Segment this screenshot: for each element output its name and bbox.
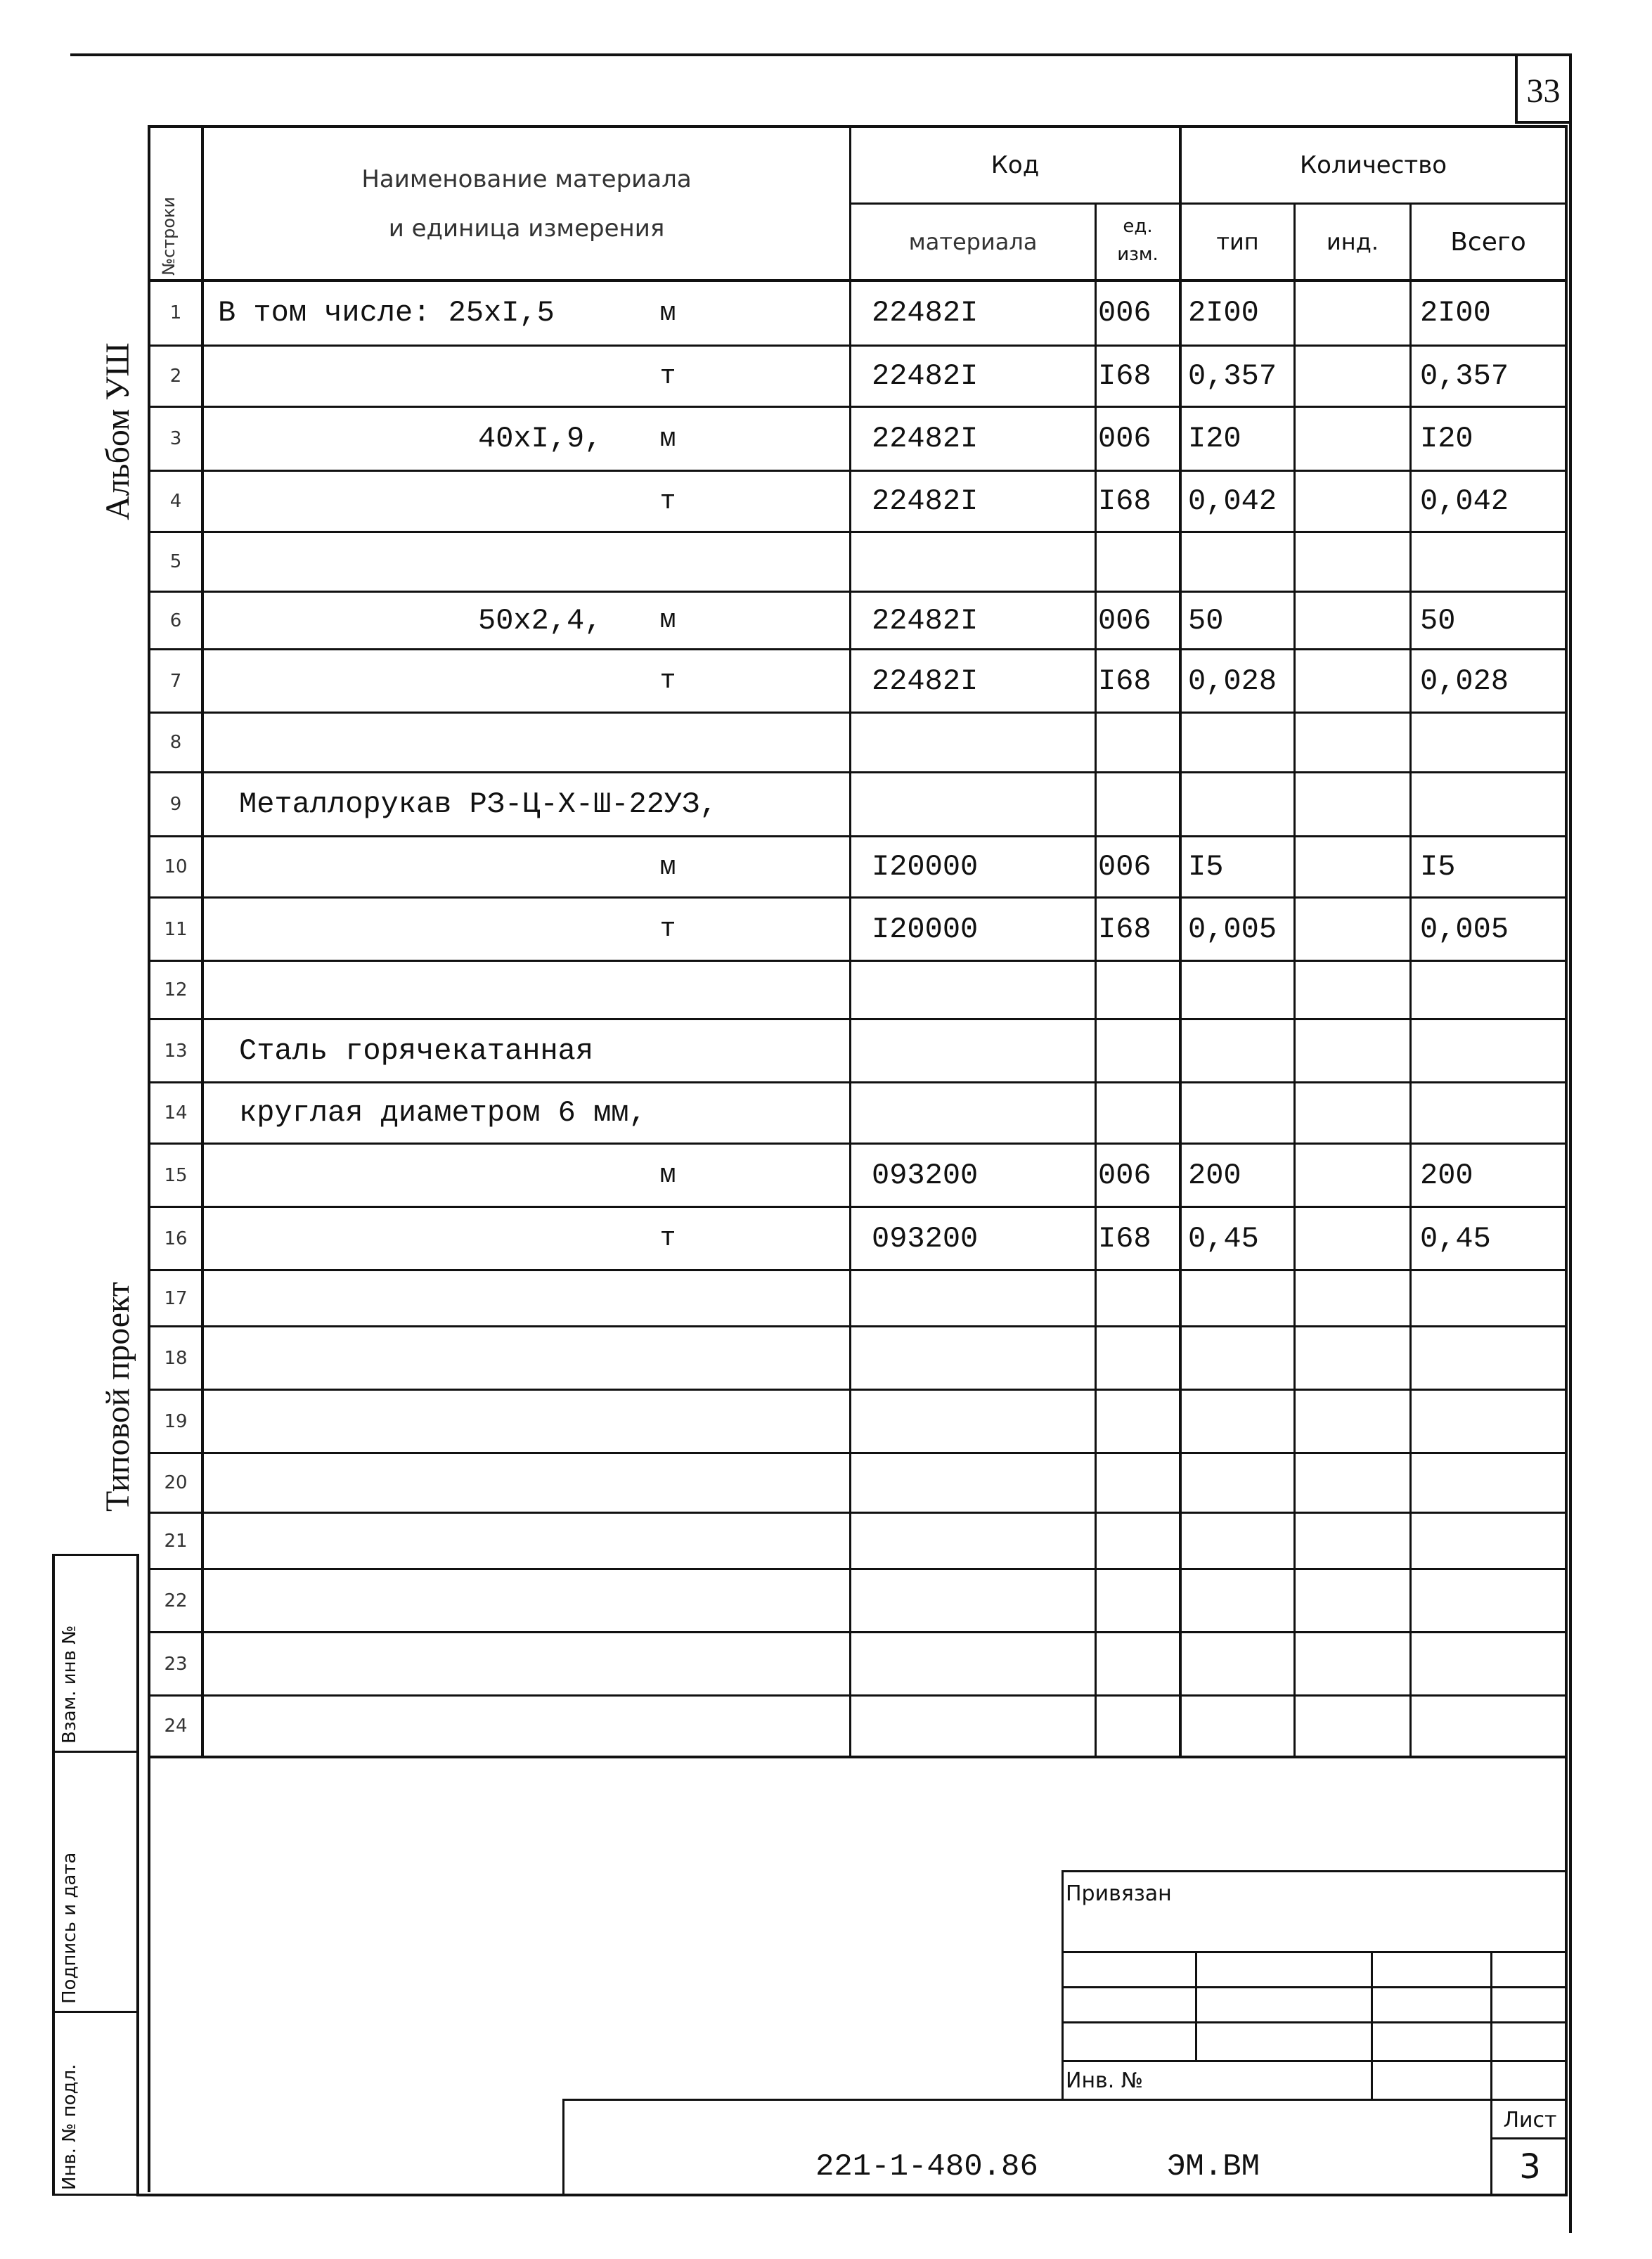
unit-code xyxy=(1098,1633,1177,1694)
unit: т xyxy=(659,1223,676,1254)
unit xyxy=(633,773,703,835)
quantity-tip xyxy=(1188,1327,1293,1389)
unit-code xyxy=(1098,1327,1177,1389)
material-name xyxy=(232,1391,794,1452)
quantity-total xyxy=(1420,533,1564,591)
quantity-tip xyxy=(1188,1633,1293,1694)
quantity-tip xyxy=(1188,1454,1293,1512)
material-name xyxy=(232,1327,794,1389)
row-number: 6 xyxy=(169,610,182,631)
material-code: 22482I xyxy=(872,359,979,393)
material-code xyxy=(872,773,1083,835)
unit xyxy=(633,1570,703,1631)
name-header-line2: и единица измерения xyxy=(388,214,665,243)
row-number: 9 xyxy=(169,794,182,815)
material-name xyxy=(232,1570,794,1631)
inv-no-label: Инв. № xyxy=(1066,2068,1144,2093)
material-code xyxy=(872,714,1083,771)
quantity-tip xyxy=(1188,773,1293,835)
row-number: 13 xyxy=(164,1040,188,1062)
materiala-header: материала xyxy=(908,229,1038,255)
unit-code xyxy=(1098,533,1177,591)
material-code xyxy=(872,1083,1083,1143)
tip-header: тип xyxy=(1216,229,1259,255)
quantity-total xyxy=(1420,1514,1564,1568)
unit: м xyxy=(659,851,676,882)
kolichestvo-header: Количество xyxy=(1299,151,1447,179)
quantity-tip: 0,357 xyxy=(1188,359,1277,393)
material-name: круглая диаметром 6 мм, xyxy=(239,1096,647,1130)
quantity-tip: 2I00 xyxy=(1188,296,1259,330)
quantity-total xyxy=(1420,773,1564,835)
material-name xyxy=(232,472,794,531)
material-name xyxy=(232,1271,794,1325)
quantity-total xyxy=(1420,1697,1564,1756)
unit-code xyxy=(1098,773,1177,835)
unit-code xyxy=(1098,962,1177,1018)
quantity-tip xyxy=(1188,533,1293,591)
material-name xyxy=(232,1454,794,1512)
material-code: 22482I xyxy=(872,484,979,518)
material-name: Сталь горячекатанная xyxy=(239,1034,594,1068)
row-number: 18 xyxy=(164,1347,188,1369)
quantity-total xyxy=(1420,1271,1564,1325)
document-code: 221-1-480.86 xyxy=(815,2149,1038,2184)
material-code: 093200 xyxy=(872,1158,979,1192)
quantity-tip xyxy=(1188,714,1293,771)
row-number: 3 xyxy=(169,428,182,449)
row-number: 21 xyxy=(164,1530,188,1552)
unit-code xyxy=(1098,714,1177,771)
material-code: 22482I xyxy=(872,664,979,698)
quantity-tip xyxy=(1188,1271,1293,1325)
sheet-number: 33 xyxy=(1526,72,1561,110)
row-number: 1 xyxy=(169,302,182,323)
row-number: 10 xyxy=(164,856,188,877)
unit-code xyxy=(1098,1454,1177,1512)
name-header-line1: Наименование материала xyxy=(361,165,692,193)
quantity-total: 2I00 xyxy=(1420,296,1491,330)
quantity-total xyxy=(1420,1327,1564,1389)
quantity-tip xyxy=(1188,1083,1293,1143)
unit: т xyxy=(659,361,676,392)
album-label: Альбом УШ xyxy=(99,342,136,520)
row-number: 16 xyxy=(164,1228,188,1249)
material-name xyxy=(232,533,794,591)
row-number-header: №строки xyxy=(159,196,179,276)
material-code xyxy=(872,962,1083,1018)
material-code: I20000 xyxy=(872,850,979,884)
unit-code xyxy=(1098,1391,1177,1452)
quantity-tip: I5 xyxy=(1188,850,1224,884)
unit-code: I68 xyxy=(1098,664,1151,698)
material-name: 50х2,4, xyxy=(478,603,602,638)
row-number: 23 xyxy=(164,1653,188,1675)
unit-code: 006 xyxy=(1098,1158,1151,1192)
unit: м xyxy=(659,297,676,328)
quantity-tip xyxy=(1188,1570,1293,1631)
unit-code: I68 xyxy=(1098,359,1151,393)
material-code xyxy=(872,1697,1083,1756)
quantity-tip: 50 xyxy=(1188,603,1224,638)
unit: т xyxy=(659,914,676,944)
unit-code xyxy=(1098,1697,1177,1756)
row-number: 11 xyxy=(164,918,188,940)
material-code: 22482I xyxy=(872,296,979,330)
quantity-total xyxy=(1420,1633,1564,1694)
unit xyxy=(633,1327,703,1389)
quantity-total: I5 xyxy=(1420,850,1456,884)
ed-izm-header-line1: ед. xyxy=(1123,216,1153,237)
material-name xyxy=(232,347,794,406)
unit-code: I68 xyxy=(1098,912,1151,946)
row-number: 4 xyxy=(169,491,182,512)
quantity-tip: 0,042 xyxy=(1188,484,1277,518)
quantity-total: I20 xyxy=(1420,422,1473,456)
unit-code: 006 xyxy=(1098,850,1151,884)
row-number: 14 xyxy=(164,1102,188,1124)
row-number: 5 xyxy=(169,551,182,572)
row-number: 8 xyxy=(169,732,182,753)
quantity-total xyxy=(1420,1570,1564,1631)
unit-code: 006 xyxy=(1098,422,1151,456)
row-number: 12 xyxy=(164,979,188,1000)
document-mark: ЭМ.ВМ xyxy=(1167,2149,1260,2184)
inv-podl-label: Инв. № подл. xyxy=(59,2064,80,2190)
material-name: В том числе: 25хI,5 xyxy=(218,296,555,330)
unit xyxy=(633,1454,703,1512)
podpis-data-label: Подпись и дата xyxy=(59,1852,80,2004)
unit-code xyxy=(1098,1570,1177,1631)
unit: м xyxy=(659,605,676,636)
ed-izm-header-line2: изм. xyxy=(1117,244,1159,265)
material-code: 093200 xyxy=(872,1221,979,1256)
unit xyxy=(633,1083,703,1143)
material-name xyxy=(232,1633,794,1694)
unit xyxy=(633,1633,703,1694)
unit xyxy=(633,1514,703,1568)
quantity-tip xyxy=(1188,962,1293,1018)
unit-code: 006 xyxy=(1098,296,1151,330)
row-number: 20 xyxy=(164,1472,188,1493)
material-name: 40хI,9, xyxy=(478,422,602,456)
material-code: 22482I xyxy=(872,603,979,638)
unit-code: I68 xyxy=(1098,484,1151,518)
privyazan-label: Привязан xyxy=(1066,1881,1172,1906)
material-name xyxy=(232,1697,794,1756)
material-code xyxy=(872,1327,1083,1389)
unit-code xyxy=(1098,1020,1177,1081)
unit: м xyxy=(659,1160,676,1190)
unit: м xyxy=(659,423,676,454)
unit xyxy=(633,1697,703,1756)
material-name xyxy=(232,714,794,771)
quantity-total: 0,357 xyxy=(1420,359,1509,393)
kod-header: Код xyxy=(990,151,1040,179)
row-number: 15 xyxy=(164,1164,188,1186)
quantity-total xyxy=(1420,1454,1564,1512)
unit xyxy=(633,1271,703,1325)
quantity-tip: 0,005 xyxy=(1188,912,1277,946)
unit xyxy=(633,962,703,1018)
material-name xyxy=(232,837,794,896)
material-code: I20000 xyxy=(872,912,979,946)
row-number: 7 xyxy=(169,670,182,692)
quantity-tip xyxy=(1188,1020,1293,1081)
vsego-header: Всего xyxy=(1450,227,1526,257)
material-name xyxy=(232,1208,794,1269)
quantity-total xyxy=(1420,1083,1564,1143)
unit xyxy=(633,533,703,591)
quantity-tip xyxy=(1188,1697,1293,1756)
unit: т xyxy=(659,666,676,696)
unit xyxy=(633,1391,703,1452)
quantity-total xyxy=(1420,1020,1564,1081)
material-name: Металлорукав РЗ-Ц-Х-Ш-22УЗ, xyxy=(239,787,718,821)
unit-code: I68 xyxy=(1098,1221,1151,1256)
quantity-total: 50 xyxy=(1420,603,1456,638)
quantity-tip: 200 xyxy=(1188,1158,1241,1192)
material-code xyxy=(872,1570,1083,1631)
material-code xyxy=(872,1391,1083,1452)
quantity-tip xyxy=(1188,1391,1293,1452)
row-number: 17 xyxy=(164,1287,188,1309)
material-code xyxy=(872,1514,1083,1568)
unit-code xyxy=(1098,1271,1177,1325)
quantity-total: 0,45 xyxy=(1420,1221,1491,1256)
unit xyxy=(633,714,703,771)
quantity-total: 200 xyxy=(1420,1158,1473,1192)
material-name xyxy=(232,650,794,712)
unit-code xyxy=(1098,1083,1177,1143)
material-code xyxy=(872,1633,1083,1694)
row-number: 24 xyxy=(164,1716,188,1737)
quantity-total: 0,028 xyxy=(1420,664,1509,698)
list-number: 3 xyxy=(1519,2147,1541,2187)
material-name xyxy=(232,899,794,960)
row-number: 2 xyxy=(169,366,182,387)
material-code xyxy=(872,533,1083,591)
quantity-tip: 0,028 xyxy=(1188,664,1277,698)
row-divider xyxy=(148,1756,1568,1758)
material-name xyxy=(232,1514,794,1568)
unit-code xyxy=(1098,1514,1177,1568)
project-label: Типовой проект xyxy=(99,1282,136,1512)
row-number: 22 xyxy=(164,1590,188,1611)
row-number: 19 xyxy=(164,1410,188,1432)
quantity-tip xyxy=(1188,1514,1293,1568)
quantity-total xyxy=(1420,1391,1564,1452)
unit-code: 006 xyxy=(1098,603,1151,638)
material-name xyxy=(232,962,794,1018)
quantity-tip: 0,45 xyxy=(1188,1221,1259,1256)
list-label: Лист xyxy=(1503,2107,1557,2132)
quantity-total: 0,005 xyxy=(1420,912,1509,946)
unit xyxy=(633,1020,703,1081)
ind-header: инд. xyxy=(1326,229,1379,255)
material-code xyxy=(872,1454,1083,1512)
material-code xyxy=(872,1271,1083,1325)
quantity-total: 0,042 xyxy=(1420,484,1509,518)
vzam-inv-label: Взам. инв № xyxy=(59,1625,80,1744)
material-code xyxy=(872,1020,1083,1081)
quantity-total xyxy=(1420,714,1564,771)
quantity-total xyxy=(1420,962,1564,1018)
quantity-tip: I20 xyxy=(1188,422,1241,456)
material-name xyxy=(232,1145,794,1206)
unit: т xyxy=(659,486,676,517)
material-code: 22482I xyxy=(872,422,979,456)
